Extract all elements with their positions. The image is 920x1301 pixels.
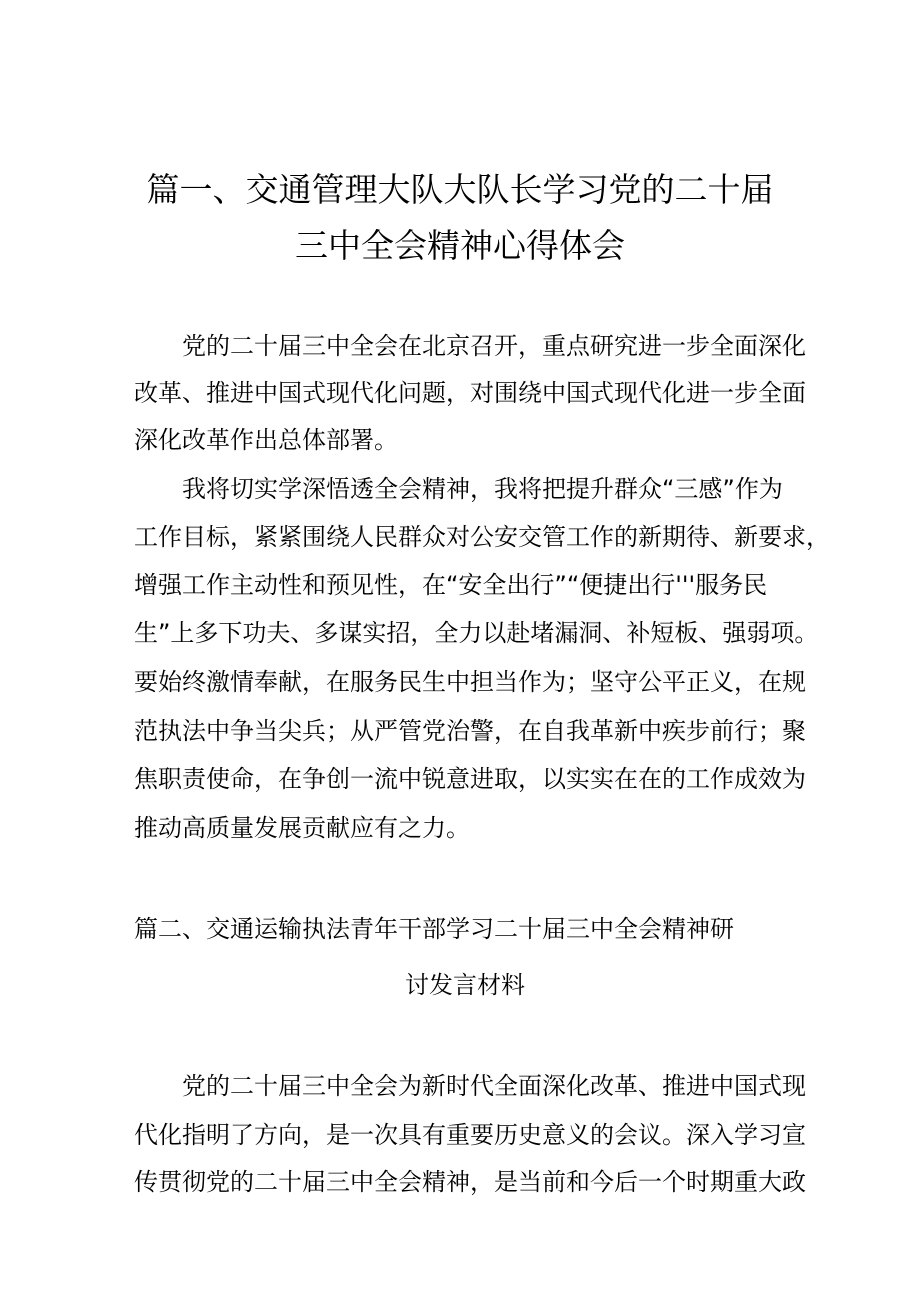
article1-p2-line1: 我将切实学深悟透全会精神，我将把提升群众“三感”作为 bbox=[182, 475, 783, 503]
article1-p2-line2: 工作目标，紧紧围绕人民群众对公安交管工作的新期待、新要求， bbox=[134, 523, 830, 551]
article1-p1-line3: 深化改革作出总体部署。 bbox=[134, 426, 398, 454]
article1-p2-line6: 范执法中争当尖兵；从严管党治警，在自我革新中疾步前行；聚 bbox=[134, 717, 806, 745]
article1-p2-line7: 焦职责使命，在争创一流中锐意进取，以实实在在的工作成效为 bbox=[134, 765, 806, 793]
article2-p1-line2: 代化指明了方向，是一次具有重要历史意义的会议。深入学习宣 bbox=[134, 1121, 806, 1149]
article1-p1-line2: 改革、推进中国式现代化问题，对围绕中国式现代化进一步全面 bbox=[134, 379, 806, 407]
article1-p2-line8: 推动高质量发展贡献应有之力。 bbox=[134, 814, 470, 842]
article1-title-line1: 篇一、交通管理大队大队长学习党的二十届 bbox=[146, 170, 774, 209]
article2-p1-line3: 传贯彻党的二十届三中全会精神，是当前和今后一个时期重大政 bbox=[134, 1168, 806, 1196]
article1-p2-line5: 要始终激情奉献，在服务民生中担当作为；坚守公平正义，在规 bbox=[134, 668, 806, 696]
article1-p2-line3: 增强工作主动性和预见性，在“安全出行”“便捷出行'''服务民 bbox=[134, 571, 768, 599]
article2-title-line1: 篇二、交通运输执法青年干部学习二十届三中全会精神研 bbox=[134, 915, 734, 943]
article2-p1-line1: 党的二十届三中全会为新时代全面深化改革、推进中国式现 bbox=[182, 1072, 806, 1100]
article1-p2-line4: 生”上多下功夫、多谋实招，全力以赴堵漏洞、补短板、强弱项。 bbox=[134, 619, 819, 647]
article1-p1-line1: 党的二十届三中全会在北京召开，重点研究进一步全面深化 bbox=[182, 332, 806, 360]
article1-title-line2: 三中全会精神心得体会 bbox=[295, 226, 625, 265]
article2-title-line2: 讨发言材料 bbox=[405, 971, 525, 999]
